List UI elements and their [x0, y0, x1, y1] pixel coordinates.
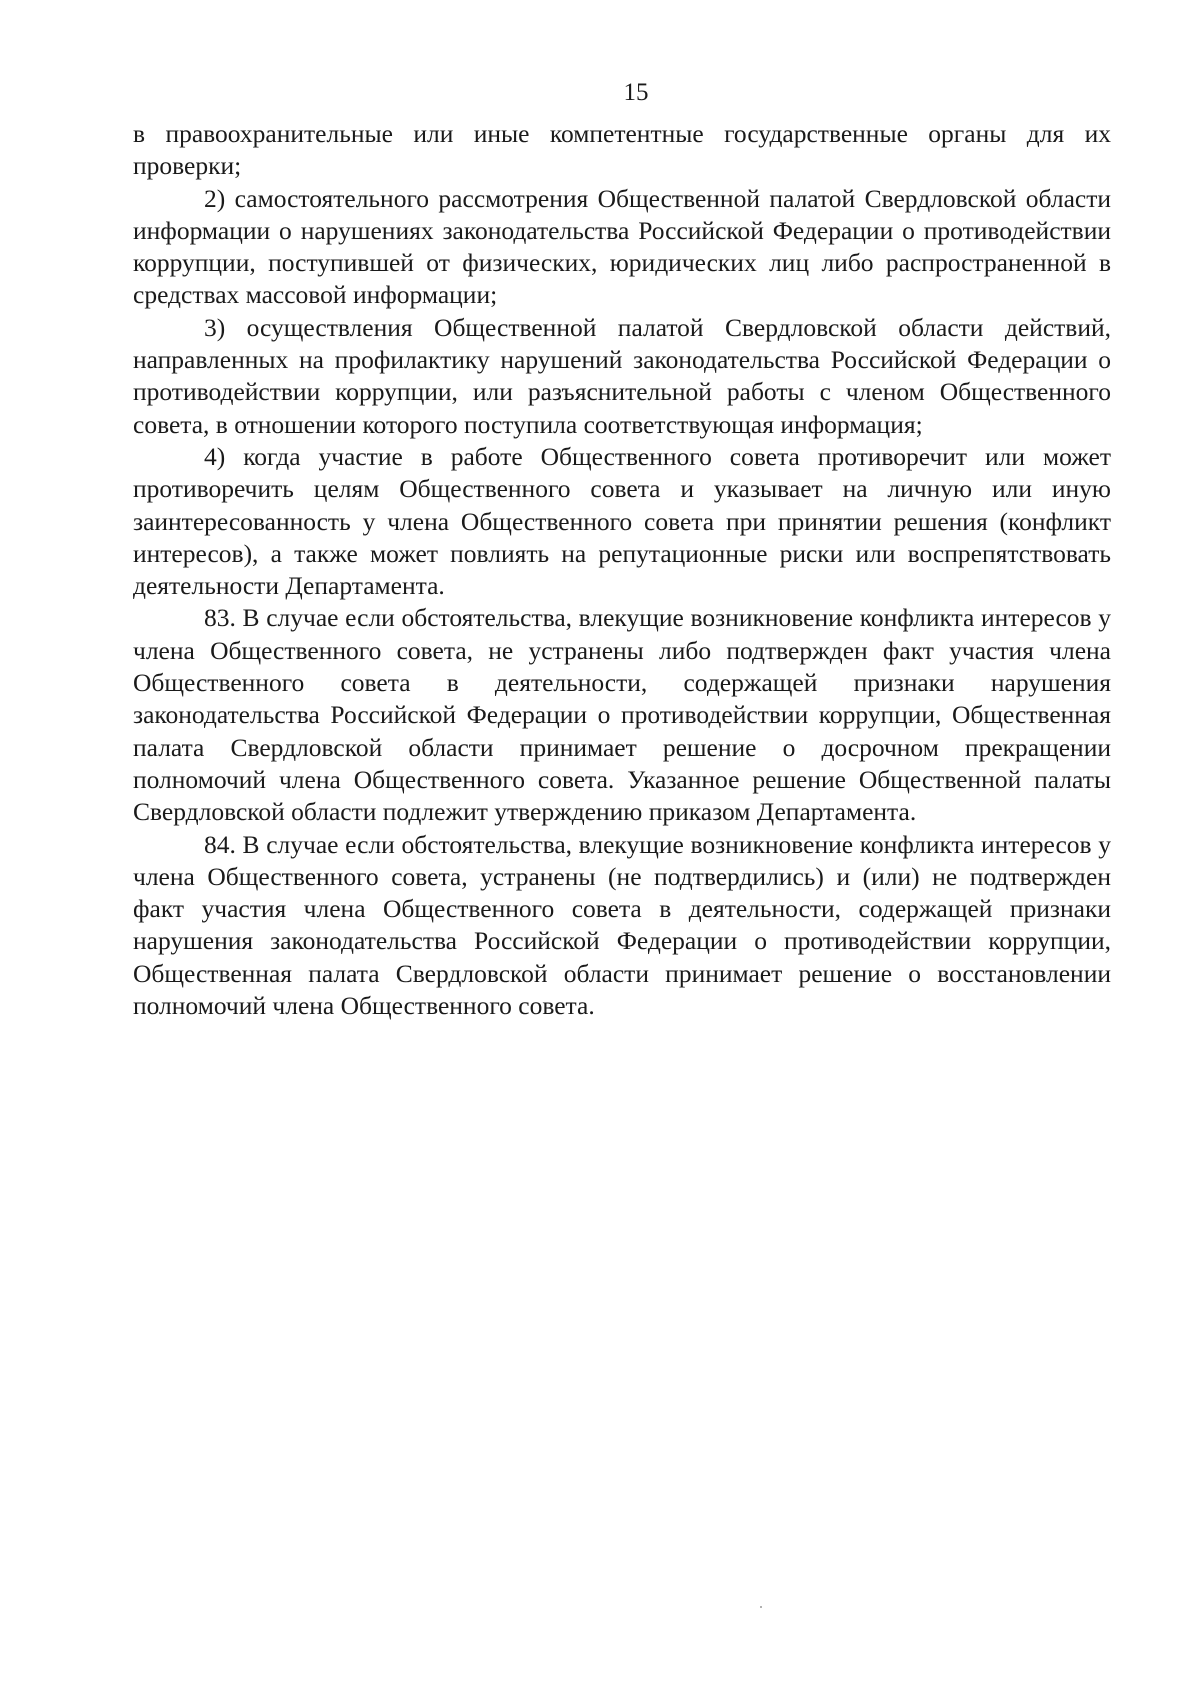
paragraph-84: 84. В случае если обстоятельства, влекущие возникновение конфликта интересов у члена Общественного совета, устранены (не подтвердились) и (или) не подтвержден факт участия члена Общественного совета в деятельности, содержащей признаки нарушения законодательства Российской Федерации о противодействии коррупции, Общественная палата Свердловской области принимает решение о восстановлении полномочий члена Общественного совета. [133, 829, 1111, 1021]
paragraph-continuation: в правоохранительные или иные компетентные государственные органы для их проверки; [133, 119, 1111, 181]
document-body [133, 118, 1111, 1022]
paragraph-83: 83. В случае если обстоятельства, влекущие возникновение конфликта интересов у члена Общественного совета, не устранены либо подтвержден факт участия члена Общественного совета в деятельности, содержащей признаки нарушения законодательства Российской Федерации о противодействии коррупции, Общественная палата Свердловской области принимает решение о досрочном прекращении полномочий члена Общественного совета. Указанное решение Общественной палаты Свердловской области подлежит утверждению приказом Департамента. [133, 603, 1111, 827]
scan-speck [760, 1606, 762, 1608]
paragraph-item-4: 4) когда участие в работе Общественного совета противоречит или может противоречить целям Общественного совета и указывает на личную или иную заинтересованность у члена Общественного совета при принятии решения (конфликт интересов), а также может повлиять на репутационные риски или воспрепятствовать деятельности Департамента. [133, 441, 1111, 601]
page-number: 15 [623, 79, 649, 106]
paragraph-item-2: 2) самостоятельного рассмотрения Общественной палатой Свердловской области информации о нарушениях законодательства Российской Федерации о противодействии коррупции, поступившей от физических, юридических лиц либо распространенной в средствах массовой информации; [133, 183, 1111, 310]
paragraph-item-3: 3) осуществления Общественной палатой Свердловской области действий, направленных на профилактику нарушений законодательства Российской Федерации о противодействии коррупции, или разъяснительной работы с членом Общественного совета, в отношении которого поступила соответствующая информация; [133, 312, 1111, 439]
